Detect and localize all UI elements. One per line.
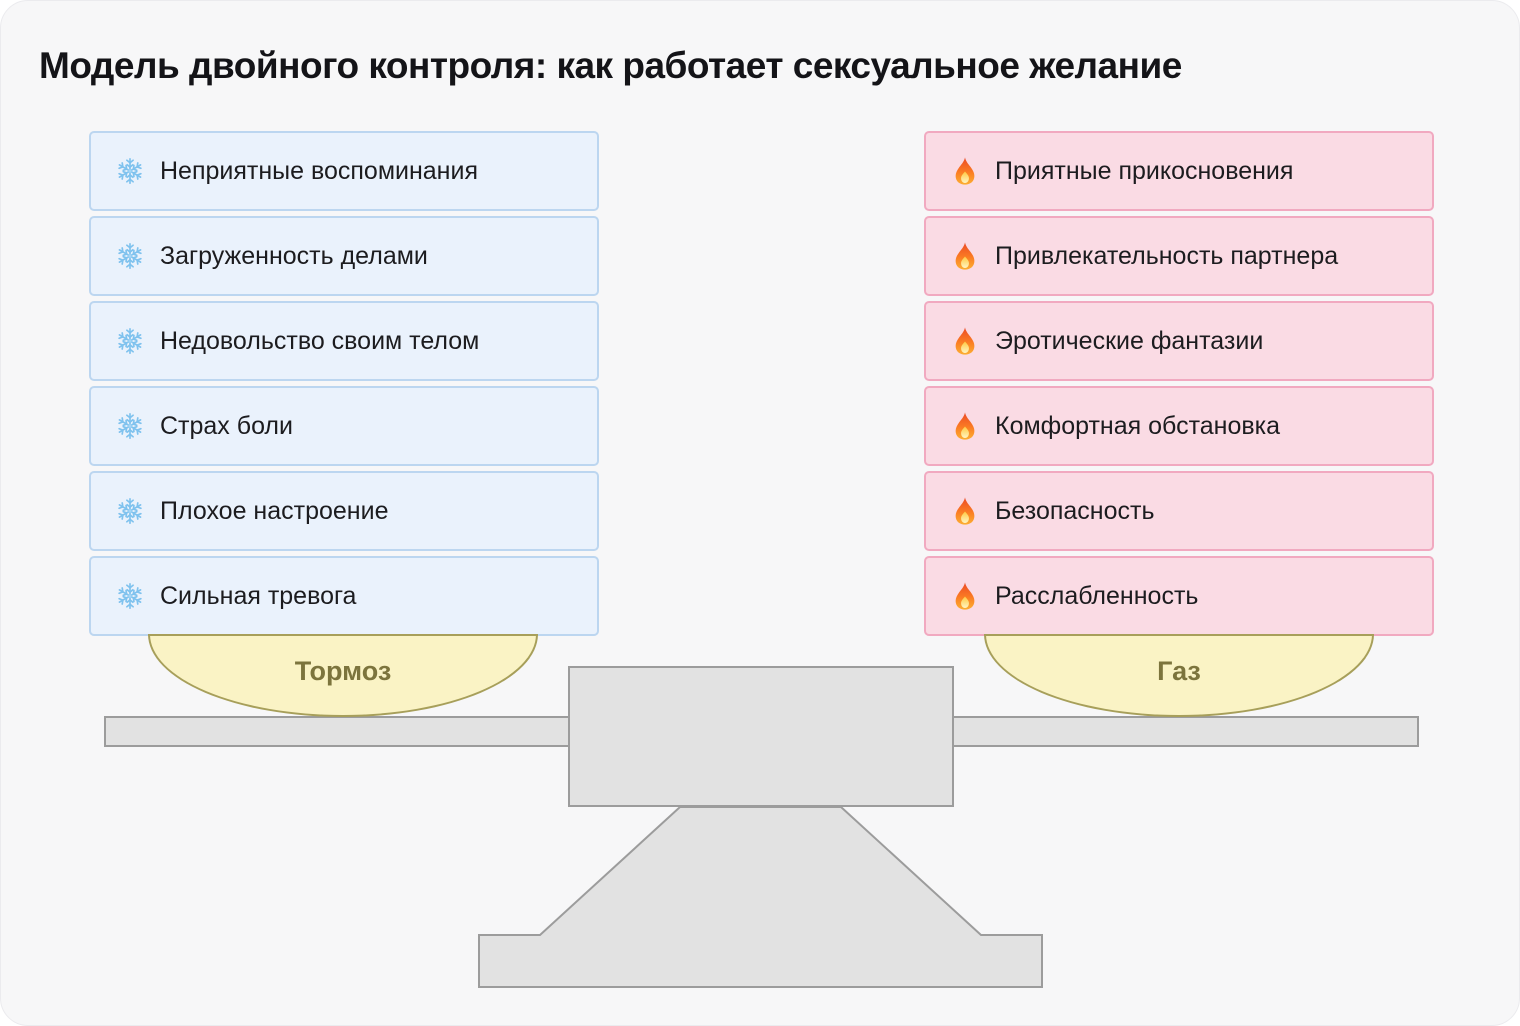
- list-item: [924, 471, 1434, 551]
- gas-pan: [984, 634, 1374, 717]
- list-item: [89, 216, 599, 296]
- snowflake-icon: [115, 156, 145, 186]
- list-item: [89, 386, 599, 466]
- list-item-label: Сильная тревога: [160, 581, 357, 610]
- fire-icon: [950, 156, 980, 186]
- list-item: [924, 556, 1434, 636]
- list-item-label: Страх боли: [160, 411, 293, 440]
- gas-pan-label: Газ: [1157, 656, 1201, 686]
- fire-icon: [950, 581, 980, 611]
- list-item: [89, 471, 599, 551]
- list-item-label: Эротические фантазии: [995, 326, 1264, 355]
- fire-icon: [950, 241, 980, 271]
- list-item-label: Расслабленность: [995, 581, 1199, 610]
- list-item-label: Приятные прикосновения: [995, 156, 1294, 185]
- fire-icon: [950, 411, 980, 441]
- scale-pedestal: [477, 805, 1044, 989]
- scale-fulcrum-block: [568, 666, 954, 807]
- list-item: [924, 386, 1434, 466]
- list-item-label: Загруженность делами: [160, 241, 428, 270]
- snowflake-icon: [115, 581, 145, 611]
- fire-icon: [950, 496, 980, 526]
- snowflake-icon: [115, 326, 145, 356]
- list-item: [924, 216, 1434, 296]
- snowflake-icon: [115, 241, 145, 271]
- fire-icon: [950, 326, 980, 356]
- brake-pan: [148, 634, 538, 717]
- gas-factors-list: [924, 131, 1434, 641]
- snowflake-icon: [115, 411, 145, 441]
- list-item: [924, 131, 1434, 211]
- list-item-label: Неприятные воспоминания: [160, 156, 478, 185]
- list-item-label: Комфортная обстановка: [995, 411, 1281, 440]
- list-item-label: Привлекательность партнера: [995, 241, 1339, 270]
- page-title: Модель двойного контроля: как работает сексуальное желание: [39, 45, 1182, 86]
- snowflake-icon: [115, 496, 145, 526]
- list-item-label: Плохое настроение: [160, 496, 389, 525]
- brake-pan-label: Тормоз: [294, 656, 392, 686]
- list-item-label: Недовольство своим телом: [160, 326, 480, 355]
- list-item: [89, 556, 599, 636]
- list-item-label: Безопасность: [995, 496, 1155, 525]
- list-item: [89, 301, 599, 381]
- brake-factors-list: [89, 131, 599, 641]
- list-item: [89, 131, 599, 211]
- list-item: [924, 301, 1434, 381]
